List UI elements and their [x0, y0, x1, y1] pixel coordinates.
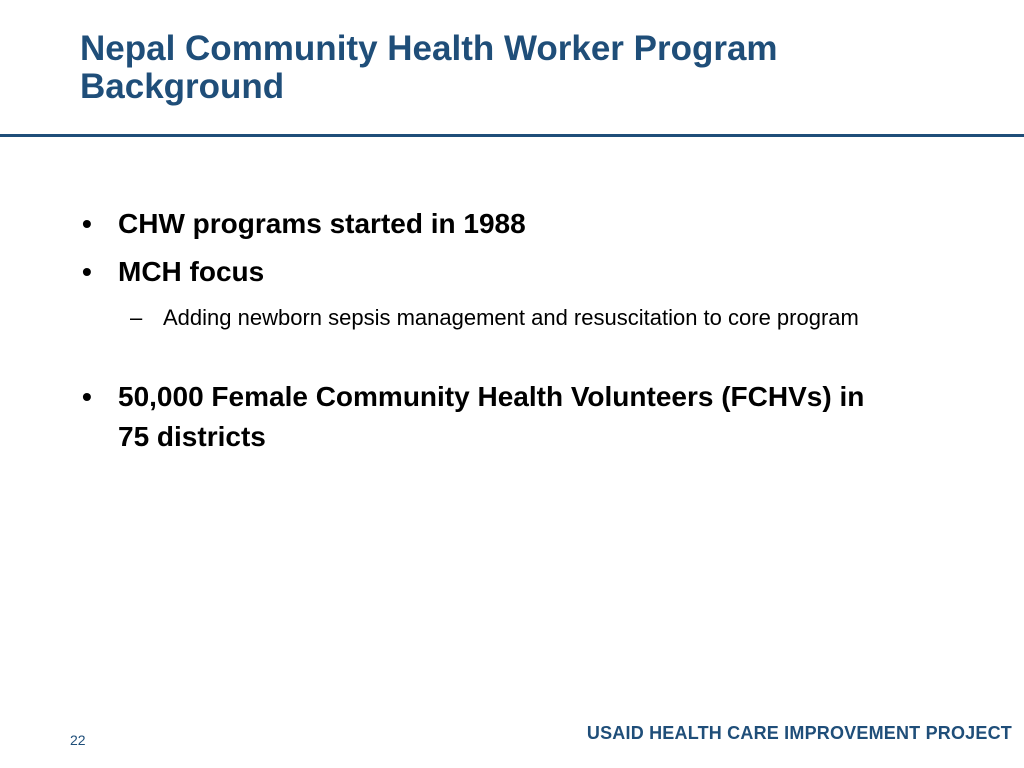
sub-bullet-text: Adding newborn sepsis management and resuscitation to core program: [163, 305, 859, 330]
title-line-1: Nepal Community Health Worker Program: [80, 29, 778, 68]
footer-brand-text: USAID HEALTH CARE IMPROVEMENT PROJECT: [586, 723, 1012, 743]
page-number: 22: [70, 732, 86, 748]
title-line-2: Background: [80, 67, 285, 106]
bullet-text: MCH focus: [118, 256, 265, 287]
bullet-text: CHW programs started in 1988: [118, 208, 526, 239]
bullet-text: 50,000 Female Community Health Volunteers (FCHVs) in 75 districts: [118, 381, 865, 452]
bullet-marker: •: [82, 381, 92, 412]
sub-bullet-marker: –: [130, 305, 143, 330]
bullet-marker: •: [82, 256, 92, 287]
bullet-marker: •: [82, 208, 92, 239]
